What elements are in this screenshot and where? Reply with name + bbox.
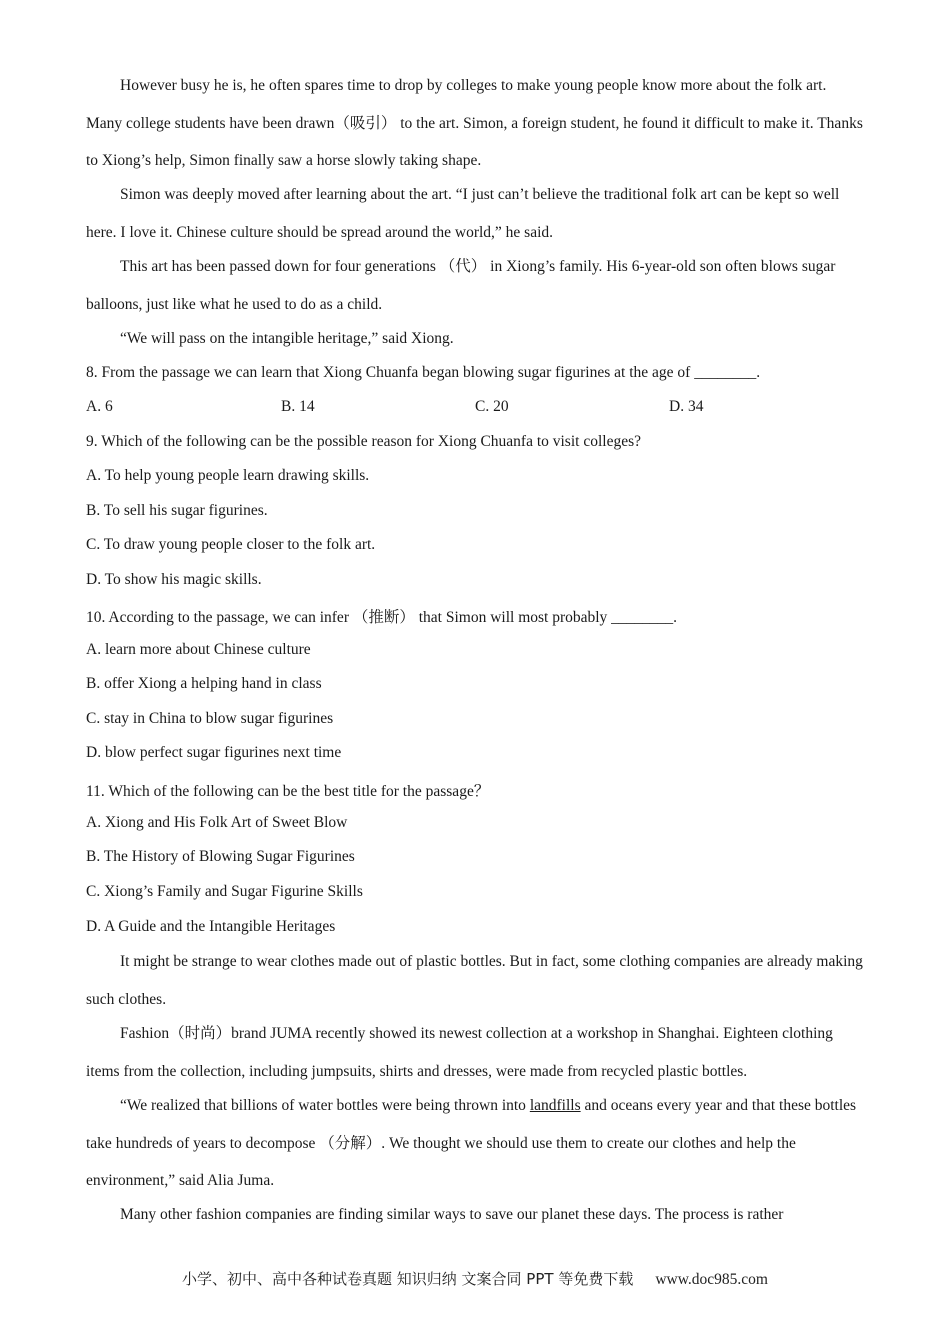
question-11-option-d: D. A Guide and the Intangible Heritages bbox=[86, 918, 336, 935]
question-10-stem: 10. According to the passage, we can infer （推断） that Simon will most probably ________. bbox=[86, 609, 678, 626]
question-11-stem: 11. Which of the following can be the best title for the passage？ bbox=[86, 783, 490, 800]
passage-paragraph: Simon was deeply moved after learning about the art. “I just can’t believe the traditional folk art can be kept so well here. I love it. Chinese culture should be spread around the world,” he said. bbox=[86, 186, 840, 241]
question-9-option-b: B. To sell his sugar figurines. bbox=[86, 502, 268, 519]
passage-paragraph: Many other fashion companies are finding similar ways to save our planet these days. The process is rather bbox=[120, 1206, 784, 1223]
question-11-option-b: B. The History of Blowing Sugar Figurines bbox=[86, 848, 355, 865]
question-8-stem: 8. From the passage we can learn that Xiong Chuanfa began blowing sugar figurines at the age of ________. bbox=[86, 364, 761, 381]
question-10-option-a: A. learn more about Chinese culture bbox=[86, 641, 311, 658]
question-11-option-a: A. Xiong and His Folk Art of Sweet Blow bbox=[86, 814, 348, 831]
question-10-option-b: B. offer Xiong a helping hand in class bbox=[86, 675, 322, 692]
question-8-option-a: A. 6 bbox=[86, 398, 113, 415]
passage-paragraph: “We realized that billions of water bottles were being thrown into landfills and oceans every year and that these bottles take hundreds of years to decompose （分解）. We thought we should use them to create our clothes and help the environment,” said Alia Juma. bbox=[86, 1097, 857, 1189]
page-footer bbox=[0, 1268, 950, 1289]
question-11-option-c: C. Xiong’s Family and Sugar Figurine Skills bbox=[86, 883, 363, 900]
passage-paragraph: “We will pass on the intangible heritage,” said Xiong. bbox=[120, 330, 454, 347]
question-9-stem: 9. Which of the following can be the possible reason for Xiong Chuanfa to visit colleges? bbox=[86, 433, 641, 450]
question-8-option-c: C. 20 bbox=[475, 398, 509, 415]
question-9-option-c: C. To draw young people closer to the folk art. bbox=[86, 536, 376, 553]
passage-paragraph: Fashion（时尚）brand JUMA recently showed its newest collection at a workshop in Shanghai. Eighteen clothing items from the collection, including jumpsuits, shirts and dresses, were made from recycled plastic bottles. bbox=[86, 1025, 833, 1080]
footer-text: 小学、初中、高中各种试卷真题 知识归纳 文案合同 PPT 等免费下载 bbox=[182, 1270, 634, 1288]
question-8-option-d: D. 34 bbox=[669, 398, 704, 415]
question-10-option-c: C. stay in China to blow sugar figurines bbox=[86, 710, 334, 727]
footer-link[interactable]: www.doc985.com bbox=[655, 1271, 768, 1288]
question-9-option-a: A. To help young people learn drawing skills. bbox=[86, 467, 370, 484]
underlined-word: landfills bbox=[529, 1097, 581, 1114]
passage-paragraph: However busy he is, he often spares time to drop by colleges to make young people know more about the folk art. Many college students have been drawn（吸引） to the art. Simon, a foreign student, he found it difficult to make it. Thanks to Xiong’s help, Simon finally saw a horse slowly taking shape. bbox=[86, 77, 863, 169]
passage-paragraph: It might be strange to wear clothes made out of plastic bottles. But in fact, some clothing companies are already making such clothes. bbox=[86, 953, 863, 1008]
question-10-option-d: D. blow perfect sugar figurines next time bbox=[86, 744, 342, 761]
question-9-option-d: D. To show his magic skills. bbox=[86, 571, 262, 588]
passage-paragraph: This art has been passed down for four generations （代） in Xiong’s family. His 6-year-old son often blows sugar balloons, just like what he used to do as a child. bbox=[86, 258, 836, 313]
question-8-option-b: B. 14 bbox=[281, 398, 315, 415]
